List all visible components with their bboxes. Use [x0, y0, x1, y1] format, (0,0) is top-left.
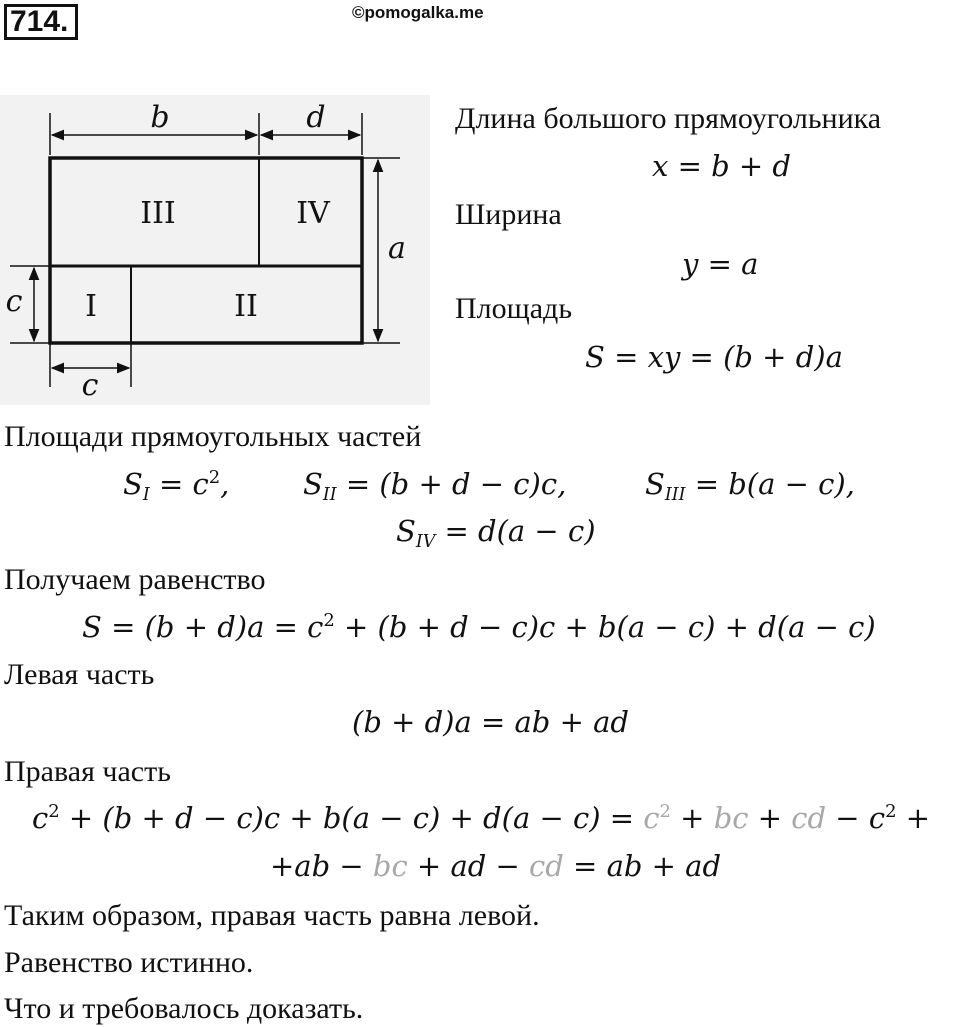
formula-width: y = a [682, 247, 759, 281]
width-heading: Ширина [455, 198, 562, 231]
formula-s3: $S_{III} = b(a - c)$, [645, 467, 855, 506]
region-IV: IV [296, 196, 330, 231]
formula-right-side-line1: $c^2 + (b + d - c)c + b(a - c) + d(a - c) = c^2$ + bc + cd − $c^2$ + [32, 801, 931, 835]
formula-area: S = xy = (b + d)a [585, 340, 843, 374]
formula-equality: $S = (b + d)a = c^2 + (b + d - c)c + b(a - c) + d(a - c)$ [82, 610, 876, 644]
formula-s1: $S_I = c^2$, [123, 467, 230, 506]
equality-heading: Получаем равенство [4, 563, 266, 596]
parts-heading: Площади прямоугольных частей [4, 420, 422, 453]
watermark: ©pomogalka.me [352, 3, 484, 22]
length-heading: Длина большого прямоугольника [455, 102, 882, 135]
label-a: a [388, 231, 406, 266]
area-heading: Площадь [455, 292, 572, 325]
label-b: b [150, 100, 170, 135]
formula-length: x = b + d [652, 149, 791, 183]
formula-s2: $S_{II} = (b + d - c)c$, [303, 467, 567, 506]
right-heading: Правая часть [4, 755, 171, 788]
problem-number: 714. [4, 4, 78, 40]
region-I: I [85, 289, 97, 324]
conclusion-3: Что и требовалось доказать. [4, 992, 364, 1025]
formula-right-side-line2: +ab − bc + ad − cd = ab + ad [270, 849, 722, 883]
conclusion-2: Равенство истинно. [4, 946, 254, 979]
region-II: II [234, 289, 258, 324]
label-c-left: c [5, 284, 23, 319]
conclusion-1: Таким образом, правая часть равна левой. [4, 899, 540, 932]
region-III: III [140, 196, 176, 231]
label-c-bottom: c [81, 368, 99, 403]
formula-s4: $S_{IV} = d(a - c)$ [396, 514, 596, 553]
left-heading: Левая часть [4, 658, 155, 691]
formula-left-side: (b + d)a = ab + ad [352, 705, 629, 739]
label-d: d [306, 100, 326, 135]
rectangle-figure [0, 95, 430, 405]
